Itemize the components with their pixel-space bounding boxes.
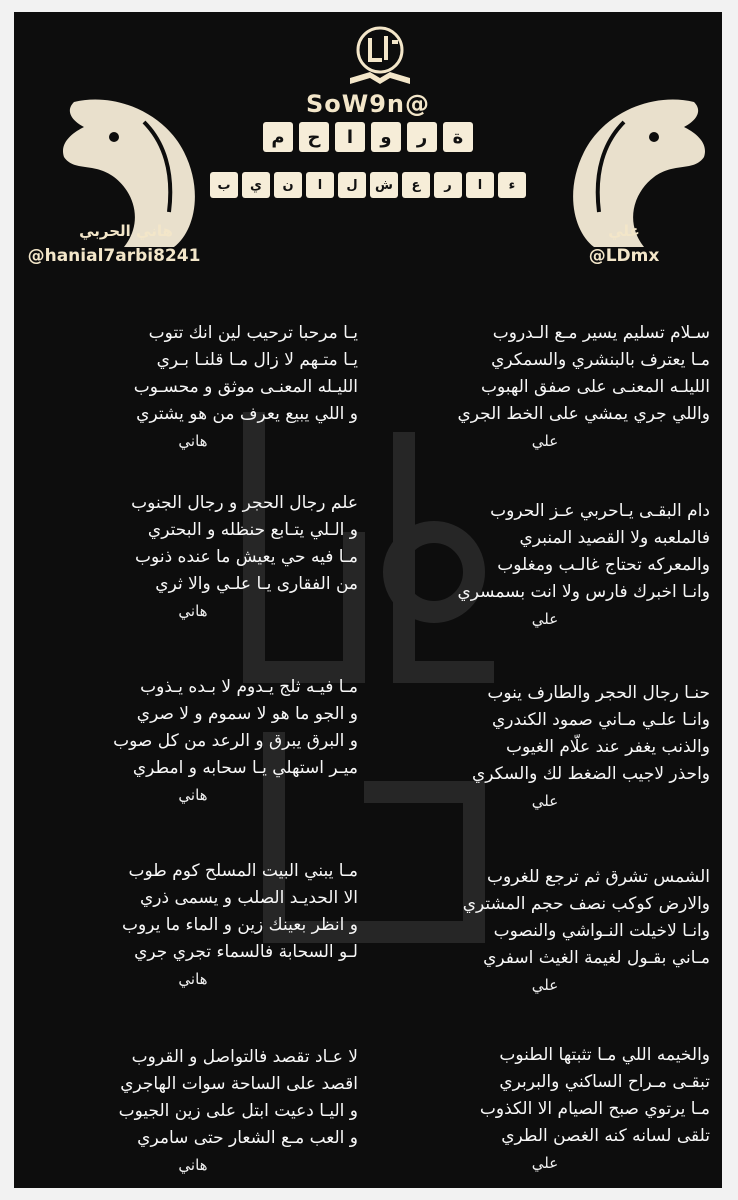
verse: علم رجال الحجر و رجال الجنوب [131, 493, 358, 513]
right-stanza-3 [380, 680, 710, 814]
poem-panel [14, 12, 722, 1188]
author: هاني [178, 1156, 208, 1174]
author: هاني [178, 432, 208, 450]
tile: ع [402, 172, 430, 198]
verse: تلقى لسانه كنه الغصن الطري [501, 1126, 710, 1146]
verse: مـا يعترف بالبنشري والسمكري [491, 350, 710, 370]
left-stanza-3 [28, 674, 358, 808]
verse: الليـله المعنـى موثق و محسـوب [133, 377, 358, 397]
tile: ي [242, 172, 270, 198]
author: علي [531, 1154, 559, 1172]
tile: ش [370, 172, 398, 198]
verse: و الجو ما هو لا سموم و لا صري [136, 704, 358, 724]
tile: ا [466, 172, 494, 198]
verse: واللي جري يمشي على الخط الجري [457, 404, 710, 424]
tile: ة [443, 122, 473, 152]
verse: دام البقـى يـاحربي عـز الحروب [490, 501, 710, 521]
verse: الليلـه المعنـى على صفق الهبوب [480, 377, 710, 397]
forum-logo-icon [340, 20, 420, 92]
verse: والخيمه اللي مـا تثبتها الطنوب [499, 1045, 710, 1065]
verse: و العب مـع الشعار حتى سامري [137, 1128, 358, 1148]
tile: ر [407, 122, 437, 152]
verse: لا عـاد تقصد فالتواصل و القروب [131, 1047, 358, 1067]
verse: الا الحديـد الصلب و يسمى ذري [139, 888, 358, 908]
verse: مـا يرتوي صبح الصيام الا الكذوب [479, 1099, 710, 1119]
tile: ن [274, 172, 302, 198]
verse: واحذر لاجيب الضغط لك والسكري [471, 764, 710, 784]
author: علي [531, 976, 559, 994]
verse: فالملعبه ولا القصيد المنبري [519, 528, 710, 548]
verse: و اليـا دعيت ابتل على زين الجيوب [118, 1101, 358, 1121]
verse: وانـا اخبرك فارس ولا انت بسمسري [457, 582, 710, 602]
verse: حنـا رجال الحجر والطارف ينوب [487, 683, 710, 703]
left-stanza-1 [28, 320, 358, 454]
author: هاني [178, 602, 208, 620]
tile: و [371, 122, 401, 152]
right-stanza-5 [380, 1042, 710, 1176]
verse: لـو السحابة فالسماء تجري جري [134, 942, 358, 962]
tile: ر [434, 172, 462, 198]
tile: ء [498, 172, 526, 198]
left-stanza-5 [28, 1044, 358, 1178]
verse: يـا متـهم لا زال مـا قلنـا بـري [156, 350, 358, 370]
right-stanza-2 [380, 498, 710, 632]
verse: و اللي يبيع يعرف من هو يشتري [136, 404, 358, 424]
author: علي [531, 432, 559, 450]
tile: ل [338, 172, 366, 198]
tile: ا [335, 122, 365, 152]
verse: وانـا لاخيلت النـواشي والنصوب [493, 921, 710, 941]
verse: مـا فيه حي يعيش ما عنده ذنوب [135, 547, 358, 567]
right-poet-name: علي [608, 222, 640, 240]
verse: و البرق يبرق و الرعد من كل صوب [113, 731, 358, 751]
left-poet-name: هاني الحربي [79, 222, 173, 240]
verse: ميـر استهلي يـا سحابه و امطري [132, 758, 358, 778]
verse: سـلام تسليم يسير مـع الـدروب [492, 323, 710, 343]
right-stanza-1 [380, 320, 710, 454]
brand-title: SoW9n@ [305, 90, 431, 118]
verse: يـا مرحبا ترحيب لين انك تتوب [148, 323, 358, 343]
tile: ح [299, 122, 329, 152]
verse: تبقـى مـراح الساكني والبربري [499, 1072, 710, 1092]
verse: والارض كوكب نصف حجم المشتري [462, 894, 710, 914]
right-stanza-4 [380, 864, 710, 998]
verse: من الفقارى يـا علـي والا ثري [155, 574, 358, 594]
tile: ب [210, 172, 238, 198]
verse: مـا يبني البيت المسلح كوم طوب [128, 861, 358, 881]
right-poet-handle: @LDmx [588, 246, 660, 266]
tile: ا [306, 172, 334, 198]
left-poet-handle: @hanial7arbi8241 [27, 246, 201, 266]
author: هاني [178, 786, 208, 804]
verse: و الـلي يتـابع حنظله و البحتري [147, 520, 358, 540]
author: علي [531, 610, 559, 628]
verse: اقصد على الساحة سوات الهاجري [120, 1074, 358, 1094]
author: هاني [178, 970, 208, 988]
tile: م [263, 122, 293, 152]
verse: مـا فيـه ثلج يـدوم لا بـده يـذوب [140, 677, 358, 697]
author: علي [531, 792, 559, 810]
left-stanza-2 [28, 490, 358, 624]
left-stanza-4 [28, 858, 358, 992]
verse: مـاني بقـول لغيمة الغيث اسفري [483, 948, 710, 968]
verse: الشمس تشرق ثم ترجع للغروب [487, 867, 710, 887]
verse: و انظر بعينك زين و الماء ما يروب [122, 915, 358, 935]
verse: وانـا علـي مـاني صمود الكندري [491, 710, 710, 730]
verse: والذنب يغفر عند علّام الغيوب [505, 737, 710, 757]
verse: والمعركه تحتاج غالـب ومغلوب [497, 555, 710, 575]
